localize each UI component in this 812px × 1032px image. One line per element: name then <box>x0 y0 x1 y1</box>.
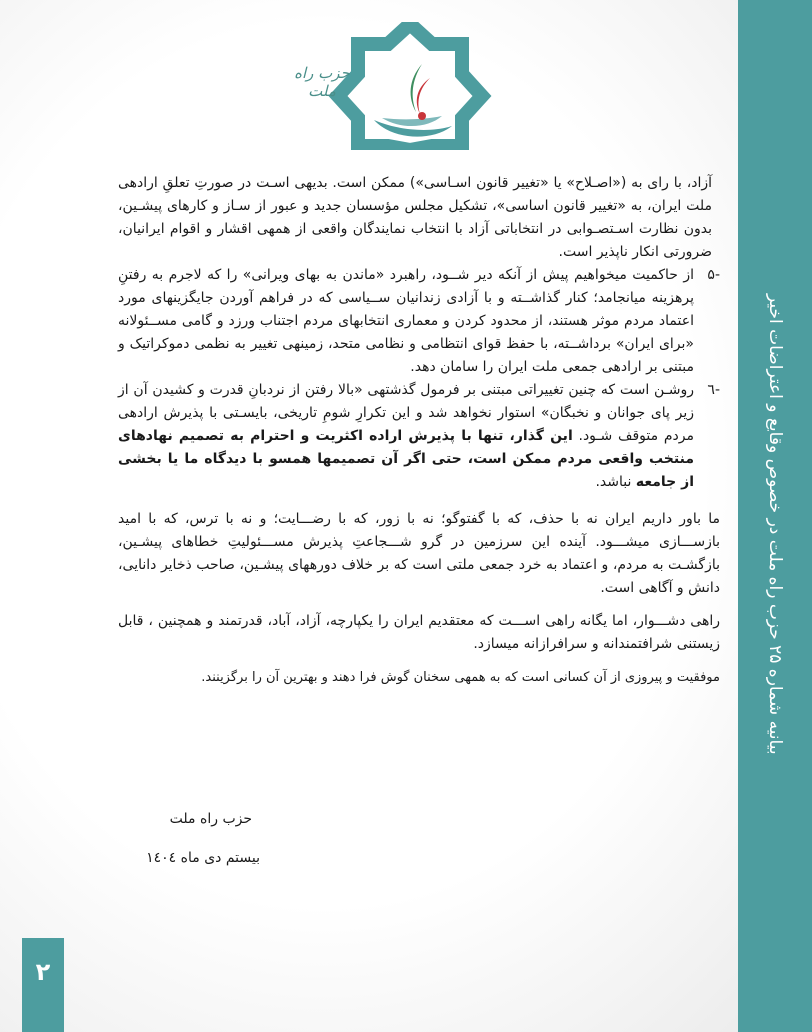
list-item-5-number: -۵ <box>707 267 720 283</box>
success-paragraph: موفقیت و پیروزی از آن کسانی است که به همهی سخنان گوش فرا دهند و بهترین آن را برگزینند. <box>201 670 720 685</box>
list-item-6-text <box>118 379 694 494</box>
statement-body <box>118 172 720 689</box>
belief-paragraph: ما باور داریم ایران نه با حذف، که با گفتوگو؛ نه با زور، که با رضـــایت؛ و نه با ترس، که با امید بازســـازی میشـــود. آینده این سرزمین در گرو شـــجاعتِ پذیرش مســـئولیتِ خطاهای پیشـین، بازگشـت به مردم، و اعتماد به خرد جمعی ملتی است که بر خلاف دورههای پیشـین، صاحب ذخایر دانایی، دانش و آگاهی است. <box>118 511 720 596</box>
list-item-6-tail: نباشد. <box>595 474 636 490</box>
list-item-6 <box>118 379 720 494</box>
list-item-5 <box>118 264 720 379</box>
intro-paragraph: آزاد، با رای به («اصـلاح» یا «تغییر قانون اسـاسی») ممکن است. بدیهی اسـت در صورتِ تعلقِ ارادهی ملت ایران، به «تغییر قانون اساسی»، تشکیل مجلس مؤسسان جدید و عبور از سـاز و کارهای پیشـین، بدون نظارت اسـتصـوابی در انتخاباتی آزاد با انتخاب نمایندگان واقعی از همهی اقشار و اقوام ایرانیان، ضرورتی انکار ناپذیر است. <box>118 175 712 260</box>
path-paragraph: راهی دشـــوار، اما یگانه راهی اســـت که معتقدیم ایران را یکپارچه، آزاد، آباد، قدرتمند و همچنین ، قابل زیستنی شرافتمندانه و سرافرازانه میسازد. <box>118 613 720 652</box>
signature-party: حزب راه ملت <box>169 811 252 827</box>
list-item-5-text: از حاکمیت میخواهیم پیش از آنکه دیر شــود، راهبرد «ماندن به بهای ویرانی» را که لاجرم به رفتنِ پرهزینه میانجامد؛ کنار گذاشــته و با آزادی زندانیان ســیاسی که در فراهم آوردن جایگزینهای مورد اعتماد مردم موثر هستند، از محدود کردن و معماری انتخابهای مردم اجتناب ورزد و گامی مســئولانه «برای ایران» برداشــته، با حفظ قوای انتظامی و نظامی متحد، زمینهی تغییر به نظمی دموکراتیک و مبتنی بر ارادهی جمعی ملت ایران را سامان دهد. <box>118 267 694 375</box>
page-number: ۲ <box>35 958 51 986</box>
list-item-6-number: -٦ <box>707 382 720 398</box>
list-item-6-normal: روشـن است که چنین تغییراتی مبتنی بر فرمول گذشتهی «بالا رفتن از نردبانِ قدرت و کشیدن آن از زیر پای جوانان و نخبگان» استوار نخواهد شد و این تکرارِ شومِ تاریخی، بایسـتی با پذیرش ارادهی مردم متوقف شـود. <box>118 382 694 444</box>
logo-text: حزب راه ملت <box>294 64 350 100</box>
signature-date: بیستم دی ماه ١٤٠٤ <box>146 850 260 866</box>
sidebar-title: بیانیه شماره ۲۵ حزب راه ملت در خصوص وقایع و اعتراضات اخیر <box>765 294 785 755</box>
list-item-6-bold: این گذار، تنها با پذیرش اراده اکثریت و احترام به تصمیم نهادهای منتخب واقعی مردم ممکن است، حتی اگر آن تصمیمها همسو با دیدگاه ما یا بخشی از جامعه <box>118 428 694 490</box>
